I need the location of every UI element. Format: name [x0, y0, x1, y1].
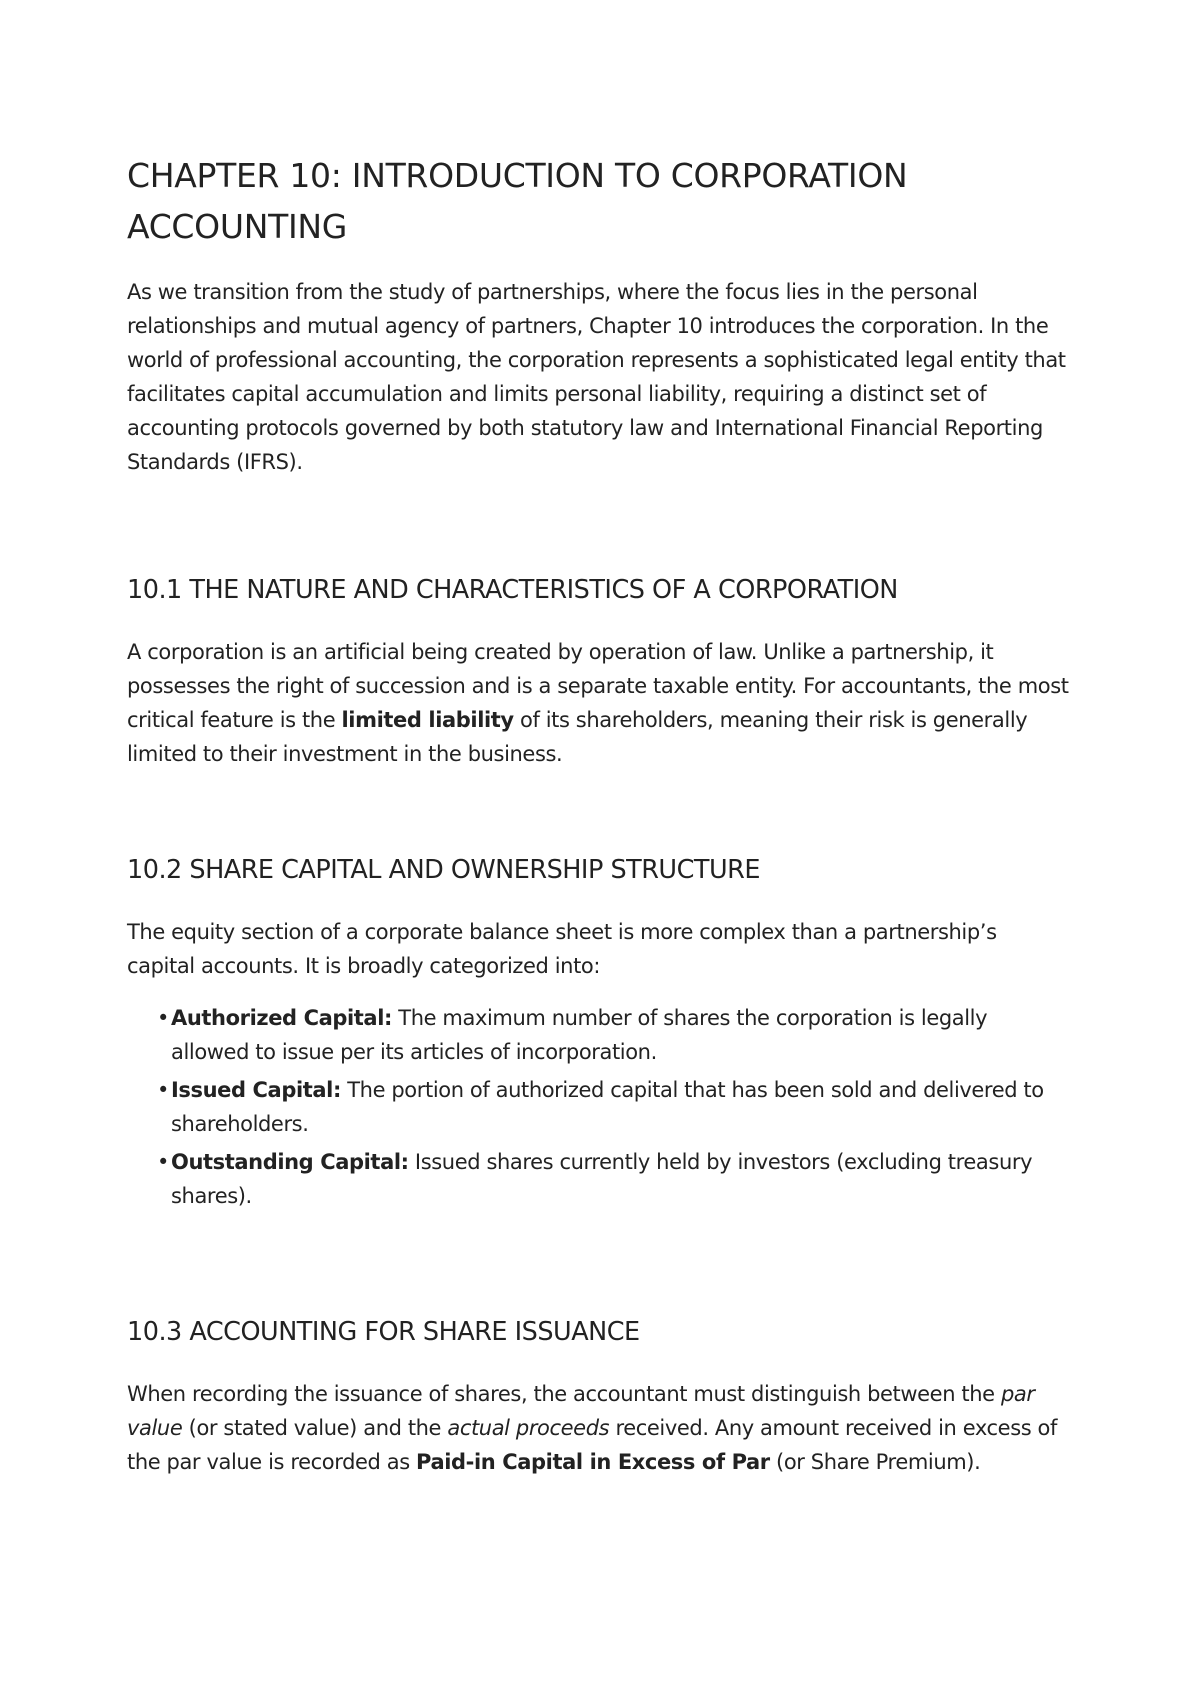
section-paragraph: The equity section of a corporate balance sheet is more complex than a partnership’s capital accounts. It is broadly categorized into:	[127, 920, 997, 978]
list-item-term: Issued Capital:	[171, 1078, 341, 1102]
text-run: (or Share Premium).	[769, 1450, 981, 1474]
section-heading: 10.1 THE NATURE AND CHARACTERISTICS OF A CORPORATION	[127, 575, 898, 605]
capital-types-list	[127, 1001, 1051, 1213]
section-nature-characteristics	[127, 573, 1100, 771]
bold-term: Paid-in Capital in Excess of Par	[416, 1450, 770, 1474]
chapter-title: CHAPTER 10: INTRODUCTION TO CORPORATION ACCOUNTING	[127, 156, 908, 246]
intro-paragraph: As we transition from the study of partnerships, where the focus lies in the personal relationships and mutual agency of partners, Chapter 10 introduces the corporation. In the world of professional accounting, the corporation represents a sophisticated legal entity that facilitates capital accumulation and limits personal liability, requiring a distinct set of accounting protocols governed by both statutory law and International Financial Reporting Standards (IFRS).	[127, 280, 1066, 474]
text-run: A corporation is an artificial being created by operation of law. Unlike a partnership, it possesses the right of succession and is a separate taxable entity. For accountants, the most critical feature is the	[127, 640, 1069, 732]
list-item	[157, 1001, 1051, 1069]
section-share-issuance	[127, 1315, 1100, 1479]
bullet-icon: •	[157, 1006, 169, 1030]
text-run: When recording the issuance of shares, the accountant must distinguish between the	[127, 1382, 1001, 1406]
list-item-term: Authorized Capital:	[171, 1006, 393, 1030]
bullet-icon: •	[157, 1078, 169, 1102]
section-paragraph	[127, 635, 1087, 771]
section-heading: 10.2 SHARE CAPITAL AND OWNERSHIP STRUCTURE	[127, 855, 760, 885]
section-paragraph	[127, 1377, 1087, 1479]
list-item-desc: The portion of authorized capital that has been sold and delivered to shareholders.	[171, 1078, 1044, 1136]
text-run: of its shareholders, meaning their risk is generally limited to their investment in the business.	[127, 708, 1028, 766]
list-item-desc: The maximum number of shares the corporation is legally allowed to issue per its articles of incorporation.	[171, 1006, 988, 1064]
italic-term: par value	[127, 1382, 1035, 1440]
list-item-desc: Issued shares currently held by investors (excluding treasury shares).	[171, 1150, 1033, 1208]
list-item	[157, 1145, 1051, 1213]
list-item	[157, 1073, 1051, 1141]
text-run: (or stated value) and the	[182, 1416, 448, 1440]
list-item-term: Outstanding Capital:	[171, 1150, 409, 1174]
bold-term: limited liability	[341, 708, 514, 732]
section-share-capital	[127, 853, 1100, 1213]
text-run: received. Any amount received in excess of the par value is recorded as	[127, 1416, 1057, 1474]
section-heading: 10.3 ACCOUNTING FOR SHARE ISSUANCE	[127, 1317, 640, 1347]
bullet-icon: •	[157, 1150, 169, 1174]
italic-term: actual proceeds	[447, 1416, 610, 1440]
